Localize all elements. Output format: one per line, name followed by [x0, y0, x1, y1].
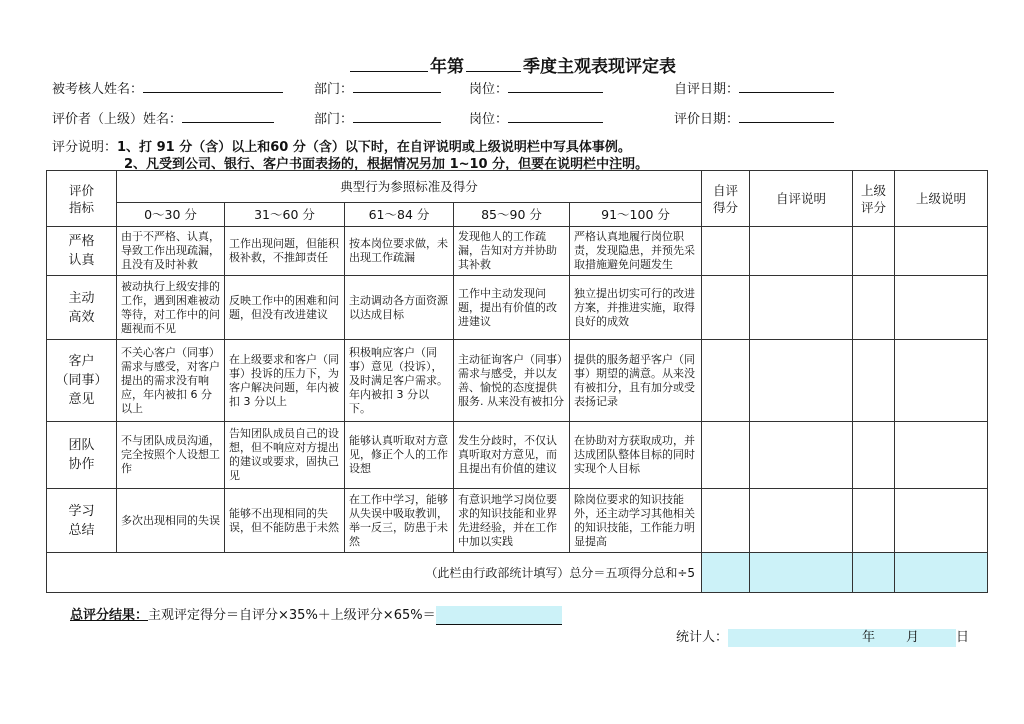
table-row [47, 276, 988, 340]
table-row [47, 340, 988, 422]
sup-note-input[interactable] [895, 489, 988, 553]
date-year: 年 [862, 630, 876, 645]
row-cell: 提供的服务超乎客户（同事）期望的满意。从来没有被扣分，且有加分或受表扬记录 [570, 340, 702, 422]
evaluatee-dept-field[interactable] [353, 78, 441, 93]
scoring-note-1: 1、打 91 分（含）以上和60 分（含）以下时，在自评说明或上级说明栏中写具体事例。 [117, 140, 631, 155]
overall-result [70, 604, 562, 625]
sup-score-input[interactable] [853, 227, 895, 276]
row-cell: 在上级要求和客户（同事）投诉的压力下，为客户解决问题，年内被扣 3 分以上 [225, 340, 345, 422]
evaluatee-name-field[interactable] [143, 78, 283, 93]
self-note-input[interactable] [750, 276, 853, 340]
scoring-notes-label: 评分说明： [52, 140, 118, 155]
self-note-total[interactable] [750, 553, 853, 593]
sup-score-input[interactable] [853, 340, 895, 422]
score-range-2: 31～60 分 [225, 203, 345, 227]
eval-date [674, 108, 834, 127]
sup-score-input[interactable] [853, 489, 895, 553]
sup-score-input[interactable] [853, 276, 895, 340]
row-category: 严格 认真 [47, 227, 117, 276]
evaluatee-post-label: 岗位： [469, 82, 509, 97]
score-range-1: 0～30 分 [117, 203, 225, 227]
sup-note-input[interactable] [895, 227, 988, 276]
evaluatee-dept [314, 78, 441, 97]
score-range-3: 61～84 分 [345, 203, 454, 227]
evaluator-dept-label: 部门： [314, 112, 354, 127]
row-cell: 除岗位要求的知识技能外，还主动学习其他相关的知识技能，工作能力明显提高 [570, 489, 702, 553]
row-cell: 严格认真地履行岗位职责，发现隐患，并预先采取措施避免问题发生 [570, 227, 702, 276]
scoring-note-2: 2、凡受到公司、银行、客户书面表扬的，根据情况另加 1~10 分，但要在说明栏中注明。 [124, 157, 649, 172]
header-typical-behavior: 典型行为参照标准及得分 [117, 171, 702, 203]
statistician-label: 统计人： [676, 630, 729, 645]
row-cell: 在工作中学习，能够从失误中吸取教训，举一反三，防患于未然 [345, 489, 454, 553]
evaluator-dept-field[interactable] [353, 108, 441, 123]
row-cell: 能够不出现相同的失误，但不能防患于未然 [225, 489, 345, 553]
self-score-input[interactable] [702, 489, 750, 553]
score-range-5: 91～100 分 [570, 203, 702, 227]
sup-note-input[interactable] [895, 276, 988, 340]
summary-label: （此栏由行政部统计填写）总分＝五项得分总和÷5 [47, 553, 702, 593]
self-note-input[interactable] [750, 422, 853, 489]
year-blank[interactable] [350, 57, 428, 72]
row-cell: 告知团队成员自己的设想，但不响应对方提出的建议或要求，固执己见 [225, 422, 345, 489]
row-category: 团队 协作 [47, 422, 117, 489]
evaluator-name-label: 评价者（上级）姓名： [52, 112, 183, 127]
self-score-input[interactable] [702, 422, 750, 489]
row-cell: 主动调动各方面资源以达成目标 [345, 276, 454, 340]
overall-result-field[interactable] [436, 606, 562, 625]
sup-note-input[interactable] [895, 422, 988, 489]
sup-score-input[interactable] [853, 422, 895, 489]
header-sup-score: 上级 评分 [853, 171, 895, 227]
evaluator-post [469, 108, 603, 127]
evaluator-name-field[interactable] [182, 108, 274, 123]
row-cell: 被动执行上级安排的工作，遇到困难被动等待，对工作中的问题视而不见 [117, 276, 225, 340]
row-cell: 工作中主动发现问题，提出有价值的改进建议 [454, 276, 570, 340]
table-row [47, 422, 988, 489]
row-cell: 工作出现问题，但能积极补救，不推卸责任 [225, 227, 345, 276]
row-category: 主动 高效 [47, 276, 117, 340]
header-self-note: 自评说明 [750, 171, 853, 227]
self-eval-date [674, 78, 834, 97]
eval-date-field[interactable] [739, 108, 834, 123]
self-note-input[interactable] [750, 227, 853, 276]
self-score-total[interactable] [702, 553, 750, 593]
evaluator-name [52, 108, 274, 127]
evaluation-table [46, 170, 988, 593]
row-cell: 主动征询客户（同事）需求与感受，并以友善、愉悦的态度提供服务. 从来没有被扣分 [454, 340, 570, 422]
title-part2: 季度主观表现评定表 [523, 57, 676, 77]
title-part1: 年第 [430, 57, 464, 77]
summary-row [47, 553, 988, 593]
row-cell: 多次出现相同的失误 [117, 489, 225, 553]
evaluator-post-label: 岗位： [469, 112, 509, 127]
sup-score-total[interactable] [853, 553, 895, 593]
row-cell: 不与团队成员沟通，完全按照个人设想工作 [117, 422, 225, 489]
self-score-input[interactable] [702, 340, 750, 422]
evaluatee-name [52, 78, 283, 97]
self-score-input[interactable] [702, 276, 750, 340]
header-self-score: 自评 得分 [702, 171, 750, 227]
row-cell: 反映工作中的困难和问题，但没有改进建议 [225, 276, 345, 340]
evaluatee-name-label: 被考核人姓名： [52, 82, 144, 97]
row-cell: 按本岗位要求做，未出现工作疏漏 [345, 227, 454, 276]
overall-result-label: 总评分结果： [70, 608, 149, 623]
sup-note-total[interactable] [895, 553, 988, 593]
row-cell: 积极响应客户（同事）意见（投诉），及时满足客户需求。年内被扣 3 分以下。 [345, 340, 454, 422]
row-cell: 在协助对方获取成功，并达成团队整体目标的同时实现个人目标 [570, 422, 702, 489]
score-range-4: 85～90 分 [454, 203, 570, 227]
row-category: 客户 （同事） 意见 [47, 340, 117, 422]
self-eval-date-field[interactable] [739, 78, 834, 93]
evaluatee-post-field[interactable] [508, 78, 603, 93]
statistician-field[interactable] [728, 629, 956, 647]
quarter-blank[interactable] [466, 57, 521, 72]
row-cell: 发生分歧时，不仅认真听取对方意见，而且提出有价值的建议 [454, 422, 570, 489]
row-cell: 独立提出切实可行的改进方案，并推进实施，取得良好的成效 [570, 276, 702, 340]
row-cell: 有意识地学习岗位要求的知识技能和业界先进经验，并在工作中加以实践 [454, 489, 570, 553]
row-category: 学习 总结 [47, 489, 117, 553]
date-month: 月 [906, 630, 920, 645]
evaluator-post-field[interactable] [508, 108, 603, 123]
row-cell: 不关心客户（同事）需求与感受，对客户提出的需求没有响应，年内被扣 6 分以上 [117, 340, 225, 422]
table-row [47, 489, 988, 553]
row-cell: 能够认真听取对方意见，修正个人的工作设想 [345, 422, 454, 489]
self-eval-date-label: 自评日期： [674, 82, 740, 97]
self-note-input[interactable] [750, 340, 853, 422]
header-index: 评价 指标 [47, 171, 117, 227]
self-score-input[interactable] [702, 227, 750, 276]
page-title [0, 52, 1024, 77]
evaluatee-post [469, 78, 603, 97]
evaluatee-dept-label: 部门： [314, 82, 354, 97]
date-day: 日 [956, 630, 970, 645]
row-cell: 发现他人的工作疏漏，告知对方并协助其补救 [454, 227, 570, 276]
evaluator-dept [314, 108, 441, 127]
sup-note-input[interactable] [895, 340, 988, 422]
self-note-input[interactable] [750, 489, 853, 553]
table-row [47, 227, 988, 276]
overall-result-formula: 主观评定得分＝自评分×35%＋上级评分×65%＝ [148, 608, 436, 623]
header-sup-note: 上级说明 [895, 171, 988, 227]
eval-date-label: 评价日期： [674, 112, 740, 127]
row-cell: 由于不严格、认真，导致工作出现疏漏，且没有及时补救 [117, 227, 225, 276]
